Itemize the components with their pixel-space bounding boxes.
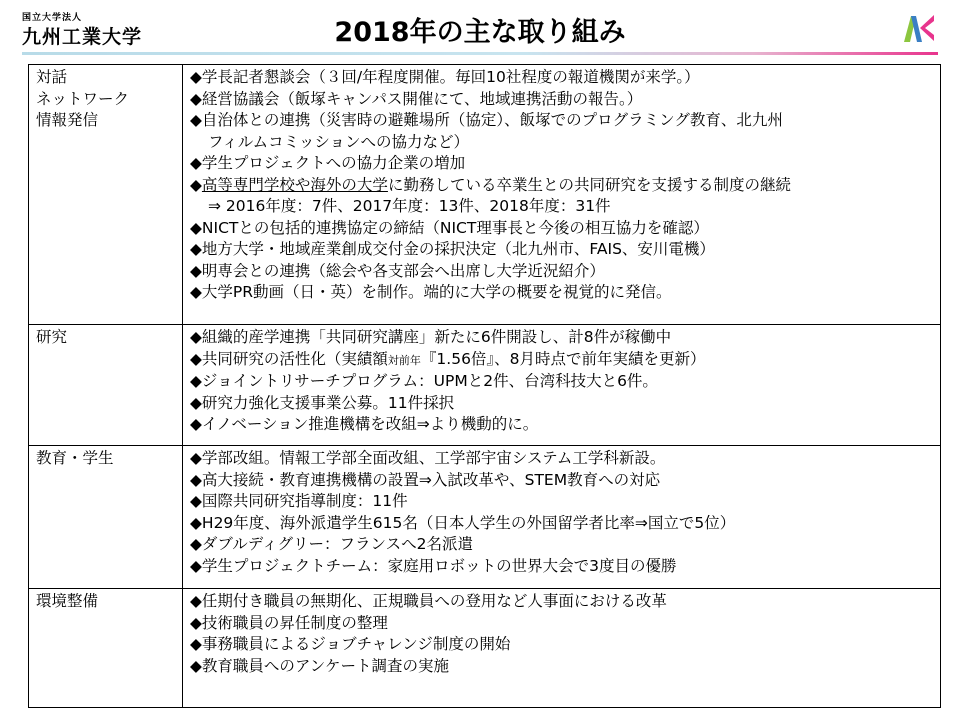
list-item: ◆国際共同研究指導制度：11件 [190, 492, 408, 510]
list-item: ◆地方大学・地域産業創成交付金の採択決定（北九州市、FAIS、安川電機） [190, 240, 715, 258]
list-item: ◆組織的産学連携「共同研究講座」新たに6件開設し、計8件が稼働中 [190, 328, 672, 346]
table-row [29, 325, 941, 446]
list-item: ◆ジョイントリサーチプログラム：UPMと2件、台湾科技大と6件。 [190, 372, 658, 390]
university-type-label: 国立大学法人 [22, 13, 83, 23]
list-item: ◆学生プロジェクトへの協力企業の増加 [190, 154, 466, 172]
list-item: ◆高大接続・教育連携機構の設置⇒入試改革や、STEM教育への対応 [190, 470, 661, 489]
header-divider [22, 52, 938, 55]
list-item-continuation: フィルムコミッションへの協力など） [208, 132, 470, 151]
items-cell [183, 325, 941, 446]
list-item: ◆大学PR動画（日・英）を制作。端的に大学の概要を視覚的に発信。 [190, 283, 672, 301]
list-item: ◆高等専門学校や海外の大学に勤務している卒業生との共同研究を支援する制度の継続 [190, 175, 791, 194]
list-item: ◆学長記者懇談会（３回/年程度開催。毎回10社程度の報道機関が来学。） [190, 68, 700, 86]
list-item-continuation: ⇒ 2016年度：7件、2017年度：13件、2018年度：31件 [208, 197, 611, 215]
page-title: 2018年の主な取り組み [334, 17, 626, 48]
category-label: 教育・学生 [36, 449, 114, 467]
list-item: ◆事務職員によるジョブチャレンジ制度の開始 [190, 635, 511, 653]
list-item: ◆明専会との連携（総会や各支部会へ出席し大学近況紹介） [190, 261, 605, 280]
items-cell [183, 589, 941, 708]
initiatives-table [28, 64, 941, 708]
category-cell [29, 589, 183, 708]
table-row [29, 446, 941, 589]
items-cell [183, 446, 941, 589]
list-item: ◆ダブルディグリー：フランスへ2名派遣 [190, 535, 473, 553]
category-label: 環境整備 [36, 592, 99, 610]
list-item: ◆イノベーション推進機構を改組⇒より機動的に。 [190, 415, 539, 433]
slide-header [0, 0, 960, 56]
items-cell [183, 65, 941, 325]
category-label: 研究 [36, 328, 68, 346]
list-item: ◆任期付き職員の無期化、正規職員への登用など人事面における改革 [190, 592, 667, 610]
list-item: ◆自治体との連携（災害時の避難場所（協定）、飯塚でのプログラミング教育、北九州 [190, 111, 783, 129]
category-cell [29, 325, 183, 446]
list-item: ◆H29年度、海外派遣学生615名（日本人学生の外国留学者比率⇒国立で5位） [190, 513, 736, 532]
list-item: ◆技術職員の昇任制度の整理 [190, 613, 388, 632]
category-label: ネットワーク [36, 89, 130, 108]
category-label: 情報発信 [36, 111, 99, 129]
table-row [29, 65, 941, 325]
category-label: 対話 [36, 68, 68, 86]
brand-logo-icon [902, 12, 936, 44]
category-cell [29, 446, 183, 589]
table-row [29, 589, 941, 708]
list-item: ◆研究力強化支援事業公募。11件採択 [190, 393, 455, 412]
list-item: ◆NICTとの包括的連携協定の締結（NICT理事長と今後の相互協力を確認） [190, 218, 709, 237]
list-item: ◆学部改組。情報工学部全面改組、工学部宇宙システム工学科新設。 [190, 449, 666, 467]
list-item: ◆学生プロジェクトチーム：家庭用ロボットの世界大会で3度目の優勝 [190, 556, 677, 575]
list-item: ◆教育職員へのアンケート調査の実施 [190, 656, 449, 675]
small-note: 対前年 [387, 353, 421, 367]
category-cell [29, 65, 183, 325]
university-name-logo: 九州工業大学 [22, 26, 143, 48]
list-item: ◆経営協議会（飯塚キャンパス開催にて、地域連携活動の報告。） [190, 89, 643, 108]
list-item: ◆共同研究の活性化（実績額対前年『1.56倍』、8月時点で前年実績を更新） [190, 349, 706, 368]
underlined-text: 高等専門学校や海外の大学 [201, 175, 388, 194]
